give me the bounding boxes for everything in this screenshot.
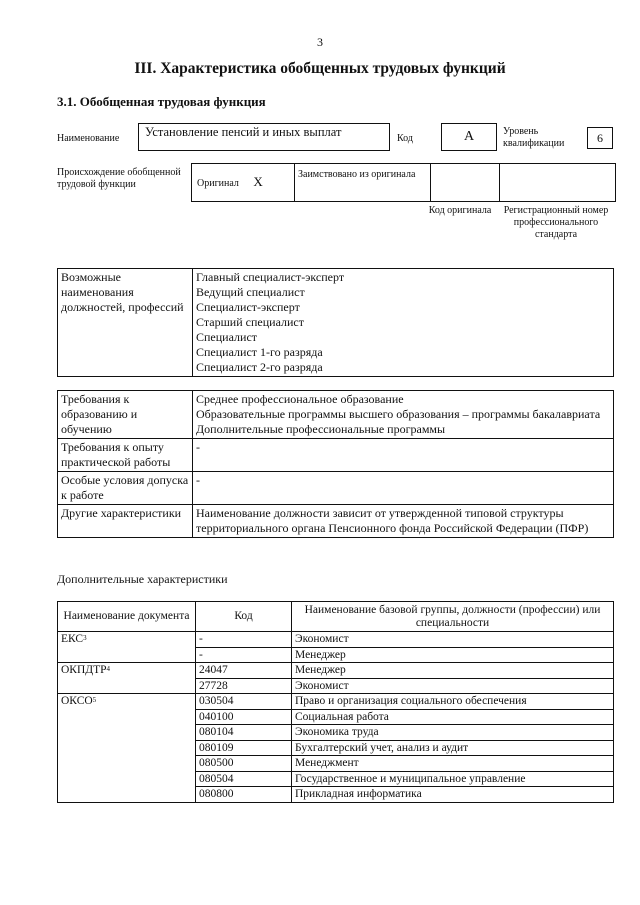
header-doc: Наименование документа bbox=[58, 602, 196, 632]
origin-label: Происхождение обобщенной трудовой функции bbox=[57, 167, 181, 190]
qualification-level-field: 6 bbox=[587, 127, 613, 149]
table-row bbox=[58, 632, 614, 648]
table-row bbox=[58, 725, 614, 741]
doc-cell bbox=[58, 725, 196, 741]
table-row bbox=[58, 647, 614, 663]
code-cell: 24047 bbox=[196, 663, 292, 679]
name-cell: Экономика труда bbox=[292, 725, 614, 741]
name-label: Наименование bbox=[57, 133, 120, 144]
header-name: Наименование базовой группы, должности (профессии) или специальности bbox=[292, 602, 614, 632]
reg-number-caption: Регистрационный номер профессионального стандарта bbox=[503, 205, 609, 240]
position-item: Специалист bbox=[196, 330, 258, 344]
table-row bbox=[58, 709, 614, 725]
doc-cell bbox=[58, 632, 196, 648]
position-item: Главный специалист-эксперт bbox=[196, 270, 345, 284]
doc-footnote: 4 bbox=[106, 665, 111, 673]
name-cell: Экономист bbox=[292, 632, 614, 648]
code-cell: 080500 bbox=[196, 756, 292, 772]
doc-cell bbox=[58, 787, 196, 803]
requirement-row bbox=[58, 391, 614, 439]
requirement-label: Особые условия допуска к работе bbox=[58, 472, 193, 505]
position-item: Специалист 2-го разряда bbox=[196, 360, 323, 374]
doc-name: ОКПДТР bbox=[61, 664, 107, 676]
code-label: Код bbox=[397, 133, 413, 144]
position-item: Специалист 1-го разряда bbox=[196, 345, 323, 359]
requirement-value bbox=[193, 505, 614, 538]
table-row bbox=[58, 740, 614, 756]
doc-name: ОКСО bbox=[61, 695, 93, 707]
requirement-label: Требования к опыту практической работы bbox=[58, 439, 193, 472]
requirement-line: Среднее профессиональное образование bbox=[196, 392, 404, 406]
doc-cell bbox=[58, 740, 196, 756]
name-cell: Право и организация социального обеспечения bbox=[292, 694, 614, 710]
borrowed-label: Заимствовано из оригинала bbox=[295, 164, 431, 202]
doc-cell bbox=[58, 771, 196, 787]
code-original-caption: Код оригинала bbox=[428, 205, 492, 216]
function-name-field: Установление пенсий и иных выплат bbox=[138, 123, 390, 151]
code-field: А bbox=[441, 123, 497, 151]
position-item: Специалист-эксперт bbox=[196, 300, 300, 314]
name-cell: Менеджер bbox=[292, 647, 614, 663]
table-row bbox=[58, 694, 614, 710]
doc-footnote: 3 bbox=[83, 634, 87, 642]
code-cell: - bbox=[196, 647, 292, 663]
requirement-label: Другие характеристики bbox=[58, 505, 193, 538]
requirement-line: Наименование должности зависит от утвержденной типовой структуры территориального органа Пенсионного фонда Российской Федерации (ПФР) bbox=[196, 506, 589, 535]
code-cell: 030504 bbox=[196, 694, 292, 710]
name-cell: Бухгалтерский учет, анализ и аудит bbox=[292, 740, 614, 756]
header-code: Код bbox=[196, 602, 292, 632]
code-original-cell bbox=[431, 164, 500, 202]
additional-title: Дополнительные характеристики bbox=[57, 572, 228, 586]
requirement-line: Дополнительные профессиональные программы bbox=[196, 422, 446, 436]
requirement-row bbox=[58, 472, 614, 505]
table-row bbox=[58, 771, 614, 787]
doc-footnote: 5 bbox=[92, 696, 97, 704]
code-cell: 080104 bbox=[196, 725, 292, 741]
qualification-level-label: Уровень квалификации bbox=[503, 126, 565, 149]
name-cell: Менеджмент bbox=[292, 756, 614, 772]
original-label: Оригинал bbox=[197, 177, 239, 189]
doc-name: ЕКС bbox=[61, 633, 84, 645]
table-row bbox=[58, 663, 614, 679]
origin-table bbox=[191, 163, 616, 202]
requirement-line: - bbox=[196, 440, 200, 454]
positions-list bbox=[193, 269, 614, 377]
doc-cell bbox=[58, 694, 196, 710]
requirements-table bbox=[57, 390, 614, 538]
code-cell: - bbox=[196, 632, 292, 648]
name-cell: Государственное и муниципальное управление bbox=[292, 771, 614, 787]
requirement-label: Требования к образованию и обучению bbox=[58, 391, 193, 439]
name-cell: Экономист bbox=[292, 678, 614, 694]
reg-number-cell bbox=[500, 164, 616, 202]
code-cell: 040100 bbox=[196, 709, 292, 725]
requirement-row bbox=[58, 439, 614, 472]
additional-table bbox=[57, 601, 614, 803]
doc-cell bbox=[58, 678, 196, 694]
doc-cell bbox=[58, 647, 196, 663]
positions-table bbox=[57, 268, 614, 377]
code-cell: 080109 bbox=[196, 740, 292, 756]
table-row bbox=[58, 756, 614, 772]
requirement-value bbox=[193, 472, 614, 505]
code-cell: 27728 bbox=[196, 678, 292, 694]
table-row bbox=[58, 678, 614, 694]
requirement-line: Образовательные программы высшего образования – программы бакалавриата bbox=[196, 407, 601, 421]
requirement-row bbox=[58, 505, 614, 538]
page-number: 3 bbox=[317, 35, 323, 49]
doc-cell bbox=[58, 756, 196, 772]
doc-cell bbox=[58, 663, 196, 679]
position-item: Ведущий специалист bbox=[196, 285, 305, 299]
code-cell: 080800 bbox=[196, 787, 292, 803]
code-cell: 080504 bbox=[196, 771, 292, 787]
table-row bbox=[58, 787, 614, 803]
requirement-value bbox=[193, 439, 614, 472]
name-cell: Социальная работа bbox=[292, 709, 614, 725]
doc-cell bbox=[58, 709, 196, 725]
original-mark: Х bbox=[253, 173, 263, 189]
positions-label: Возможные наименования должностей, профессий bbox=[58, 269, 193, 377]
subsection-heading: 3.1. Обобщенная трудовая функция bbox=[57, 94, 266, 109]
requirement-line: - bbox=[196, 473, 200, 487]
name-cell: Менеджер bbox=[292, 663, 614, 679]
position-item: Старший специалист bbox=[196, 315, 304, 329]
name-cell: Прикладная информатика bbox=[292, 787, 614, 803]
section-heading: III. Характеристика обобщенных трудовых функций bbox=[134, 60, 506, 77]
requirement-value bbox=[193, 391, 614, 439]
